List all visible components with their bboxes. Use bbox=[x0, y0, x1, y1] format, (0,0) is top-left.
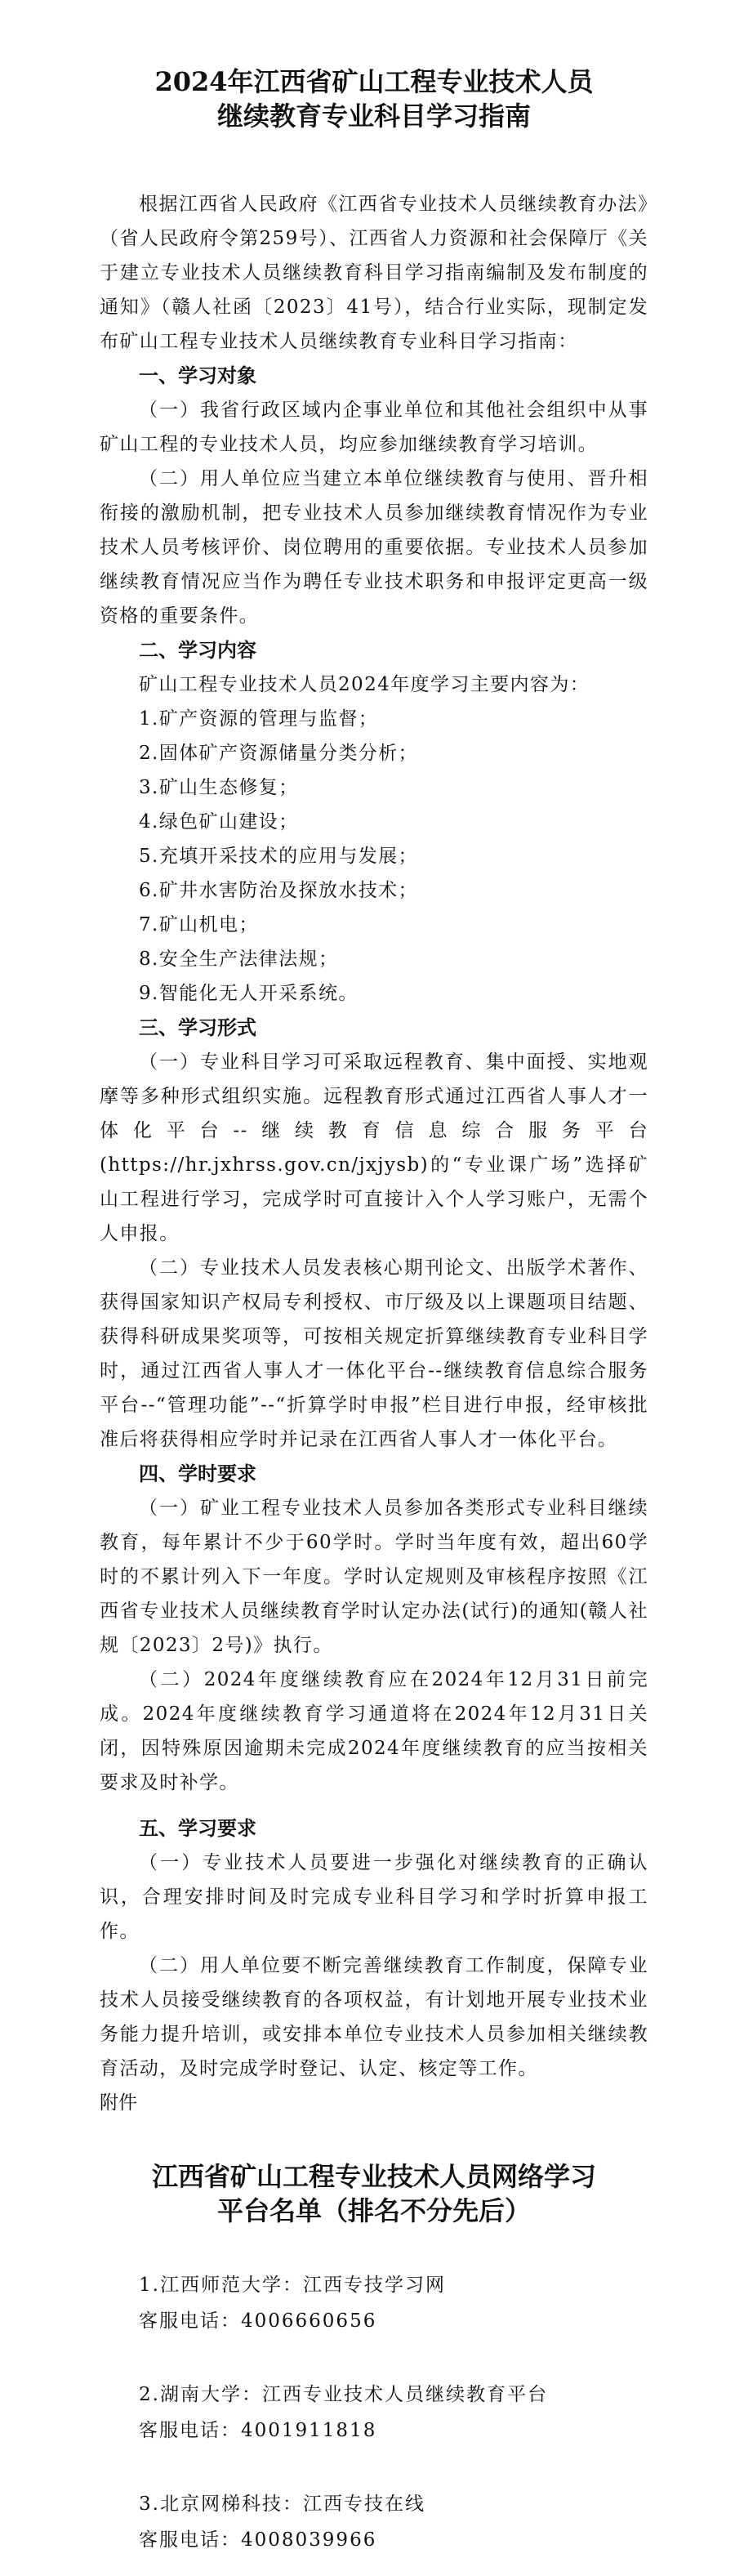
section-heading-3: 三、学习形式 bbox=[139, 1016, 256, 1039]
document-title bbox=[100, 65, 648, 133]
intro-paragraph: 根据江西省人民政府《江西省专业技术人员继续教育办法》（省人民政府令第259号）、江西省人力资源和社会保障厅《关于建立专业技术人员继续教育科目学习指南编制及发布制度的通知》（赣人社函〔2023〕41号），结合行业实际，现制定发布矿山工程专业技术人员继续教育专业科目学习指南： bbox=[100, 194, 648, 352]
list-item: 6.矿井水害防治及探放水技术； bbox=[139, 880, 418, 901]
section-4-paragraph-1: （一）矿业工程专业技术人员参加各类形式专业科目继续教育，每年累计不少于60学时。学时当年度有效，超出60学时的不累计列入下一年度。学时认定规则及审核程序按照《江西省专业技术人员继续教育学时认定办法(试行)的通知(赣人社规〔2023〕2号)》执行。 bbox=[100, 1498, 648, 1656]
section-heading-5: 五、学习要求 bbox=[139, 1817, 256, 1840]
section-1-paragraph-1: （一）我省行政区域内企事业单位和其他社会组织中从事矿山工程的专业技术人员，均应参加继续教育学习培训。 bbox=[100, 400, 648, 455]
platform-name: 3.北京网梯科技：江西专技在线 bbox=[139, 2493, 425, 2515]
platform-name: 2.湖南大学：江西专业技术人员继续教育平台 bbox=[139, 2384, 548, 2405]
platform-name: 1.江西师范大学：江西专技学习网 bbox=[139, 2275, 446, 2296]
platform-phone: 客服电话：4001911818 bbox=[139, 2420, 377, 2441]
list-item: 5.充填开采技术的应用与发展； bbox=[139, 846, 418, 867]
document bbox=[100, 65, 648, 2558]
list-item: 3.矿山生态修复； bbox=[139, 777, 299, 798]
section-2-intro: 矿山工程专业技术人员2024年度学习主要内容为： bbox=[139, 674, 590, 695]
section-4-paragraph-2: （二）2024年度继续教育应在2024年12月31日前完成。2024年度继续教育学习通道将在2024年12月31日关闭，因特殊原因逾期未完成2024年度继续教育的应当按相关要求及时补学。 bbox=[100, 1669, 648, 1793]
title-line-2: 继续教育专业科目学习指南 bbox=[216, 100, 531, 132]
attachment-title-line-2: 平台名单（排名不分先后） bbox=[216, 2195, 531, 2226]
section-heading-1: 一、学习对象 bbox=[139, 364, 256, 387]
list-item: 1.矿产资源的管理与监督； bbox=[139, 708, 379, 730]
list-item: 4.绿色矿山建设； bbox=[139, 811, 299, 833]
list-item: 7.矿山机电； bbox=[139, 914, 259, 935]
platform-phone: 客服电话：4006660656 bbox=[139, 2310, 377, 2332]
attachment-title-line-1: 江西省矿山工程专业技术人员网络学习 bbox=[151, 2161, 596, 2192]
title-line-1: 2024年江西省矿山工程专业技术人员 bbox=[154, 66, 594, 97]
attachment-label: 附件 bbox=[100, 2092, 137, 2114]
section-heading-2: 二、学习内容 bbox=[139, 639, 256, 662]
list-item: 2.固体矿产资源储量分类分析； bbox=[139, 743, 418, 764]
attachment-title bbox=[100, 2159, 648, 2228]
list-item: 9.智能化无人开采系统。 bbox=[139, 983, 359, 1004]
section-3-paragraph-1: （一）专业科目学习可采取远程教育、集中面授、实地观摩等多种形式组织实施。远程教育形式通过江西省人事人才一体化平台--继续教育信息综合服务平台(https://hr.jxhrss.gov.cn/jxjysb)的“专业课广场”选择矿山工程进行学习，完成学时可直接计入个人学习账户，无需个人申报。 bbox=[100, 1051, 648, 1244]
section-heading-4: 四、学时要求 bbox=[139, 1462, 256, 1485]
section-3-paragraph-2: （二）专业技术人员发表核心期刊论文、出版学术著作、获得国家知识产权局专利授权、市厅级及以上课题项目结题、获得科研成果奖项等，可按相关规定折算继续教育专业科目学时，通过江西省人事人才一体化平台--继续教育信息综合服务平台--“管理功能”--“折算学时申报”栏目进行申报，经审核批准后将获得相应学时并记录在江西省人事人才一体化平台。 bbox=[100, 1257, 648, 1450]
section-1-paragraph-2: （二）用人单位应当建立本单位继续教育与使用、晋升相衔接的激励机制，把专业技术人员参加继续教育情况作为专业技术人员考核评价、岗位聘用的重要依据。专业技术人员参加继续教育情况应当作为聘任专业技术职务和申报评定更高一级资格的重要条件。 bbox=[100, 468, 648, 627]
section-5-paragraph-2: （二）用人单位要不断完善继续教育工作制度，保障专业技术人员接受继续教育的各项权益，有计划地开展专业技术业务能力提升培训，或安排本单位专业技术人员参加相关继续教育活动，及时完成学时登记、认定、核定等工作。 bbox=[100, 1955, 648, 2079]
platform-phone: 客服电话：4008039966 bbox=[139, 2529, 377, 2551]
platform-list bbox=[100, 2267, 648, 2558]
list-item: 8.安全生产法律法规； bbox=[139, 949, 339, 970]
section-5-paragraph-1: （一）专业技术人员要进一步强化对继续教育的正确认识，合理安排时间及时完成专业科目学习和学时折算申报工作。 bbox=[100, 1852, 648, 1942]
